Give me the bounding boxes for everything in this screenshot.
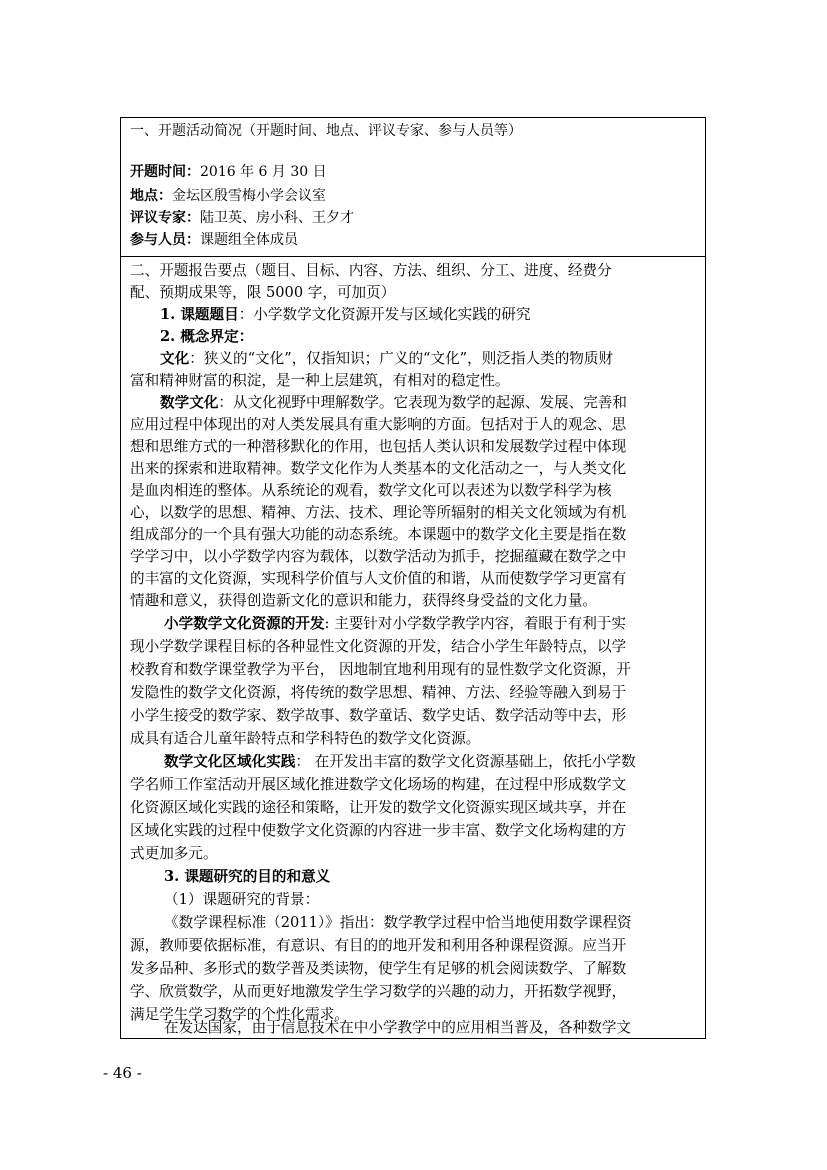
math-culture-line-3: 想和思维方式的一种潜移默化的作用，也包括人类认识和发展数学过程中体现 xyxy=(130,439,627,455)
experts-label: 评议专家： xyxy=(130,210,200,226)
dev-label: 小学数学文化资源的开发 xyxy=(164,616,325,632)
opening-time-row xyxy=(130,164,700,180)
report-table xyxy=(120,117,706,1039)
topic-row xyxy=(160,307,730,323)
section2-heading-line xyxy=(130,263,700,279)
math-culture-line-8: 学学习中，以小学数学内容为载体，以数学活动为抓手，挖掘蕴藏在数学之中 xyxy=(130,549,627,565)
culture-line-1 xyxy=(160,351,700,367)
section1-heading-line xyxy=(130,123,700,139)
section2-heading: 二、开题报告要点 xyxy=(130,263,247,279)
row-divider xyxy=(121,256,705,257)
experts-row xyxy=(130,210,700,226)
opening-time-label: 开题时间： xyxy=(130,164,200,180)
purpose-label: 3. 课题研究的目的和意义 xyxy=(164,869,331,885)
culture-label: 文化 xyxy=(160,351,190,367)
region-line-1 xyxy=(164,754,700,770)
background-label: （1）课题研究的背景： xyxy=(164,892,320,908)
topic-label: 1. 课题题目 xyxy=(160,307,239,323)
region-label: 数学文化区域化实践 xyxy=(164,754,296,770)
math-culture-line-7: 组成部分的一个具有强大功能的动态系统。本课题中的数学文化主要是指在数 xyxy=(130,527,627,543)
dev-line-5: 小学生接受的数学家、数学故事、数学童话、数学史话、数学活动等中去，形 xyxy=(130,708,627,724)
region-line-4: 区域化实践的过程中使数学文化资源的内容进一步丰富、数学文化场构建的方 xyxy=(130,823,627,839)
math-culture-line-9: 的丰富的文化资源，实现科学价值与人文价值的和谐，从而使数学学习更富有 xyxy=(130,571,627,587)
background-line-4: 学、欣赏数学，从而更好地激发学生学习数学的兴趣的动力，开拓数学视野， xyxy=(130,984,627,1000)
background-line-5: 满足学生学习数学的个性化需求。 xyxy=(130,1007,349,1023)
dev-line-4: 发隐性的数学文化资源，将传统的数学思想、精神、方法、经验等融入到易于 xyxy=(130,685,627,701)
culture-line-2: 富和精神财富的积淀，是一种上层建筑，有相对的稳定性。 xyxy=(130,373,510,389)
participants-label: 参与人员： xyxy=(130,232,200,248)
experts-value: 陆卫英、房小科、王夕才 xyxy=(200,210,354,226)
background-line-1: 《数学课程标准（2011）》指出：数学教学过程中恰当地使用数学课程资 xyxy=(164,915,632,931)
section1-heading-note: （开题时间、地点、评议专家、参与人员等） xyxy=(242,123,522,139)
math-culture-text-1: ：从文化视野中理解数学。它表现为数学的起源、发展、完善和 xyxy=(218,395,628,411)
dev-text-1: : 主要针对小学数学教学内容，着眼于有利于实 xyxy=(324,616,626,632)
opening-time-value: 2016 年 6 月 30 日 xyxy=(200,164,327,180)
math-culture-line-6: 心，以数学的思想、精神、方法、技术、理论等所辐射的相关文化领域为有机 xyxy=(130,505,627,521)
region-text-1: ： 在开发出丰富的数学文化资源基础上，依托小学数 xyxy=(295,754,636,770)
math-culture-line-4: 出来的探索和进取精神。数学文化作为人类基本的文化活动之一，与人类文化 xyxy=(130,461,627,477)
math-culture-line-1 xyxy=(160,395,700,411)
background-line-3: 发多品种、多形式的数学普及类读物，使学生有足够的机会阅读数学、了解数 xyxy=(130,961,627,977)
concept-label: 2. 概念界定： xyxy=(160,329,254,345)
location-row xyxy=(130,188,700,204)
section2-heading-note-1: （题目、目标、内容、方法、组织、分工、进度、经费分 xyxy=(246,263,612,279)
page-number: - 46 - xyxy=(103,1064,142,1082)
math-culture-line-2: 应用过程中体现出的对人类发展具有重大影响的方面。包括对于人的观念、思 xyxy=(130,417,627,433)
section2-heading-note-2: 配、预期成果等，限 5000 字，可加页） xyxy=(130,285,396,301)
math-culture-line-5: 是血肉相连的整体。从系统论的观看，数学文化可以表述为以数学科学为核 xyxy=(130,483,612,499)
region-line-5: 式更加多元。 xyxy=(130,846,218,862)
culture-text-1: ：狭义的“文化”，仅指知识；广义的“文化”，则泛指人类的物质财 xyxy=(189,351,614,367)
location-label: 地点： xyxy=(130,188,172,204)
dev-line-1 xyxy=(164,616,700,632)
background-line-6: 在发达国家，由于信息技术在中小学教学中的应用相当普及，各种数学文 xyxy=(164,1020,632,1036)
location-value: 金坛区殷雪梅小学会议室 xyxy=(172,188,326,204)
participants-row xyxy=(130,232,700,248)
region-line-2: 学名师工作室活动开展区域化推进数学文化场场的构建，在过程中形成数学文 xyxy=(130,777,627,793)
section1-heading: 一、开题活动简况 xyxy=(130,123,242,139)
participants-value: 课题组全体成员 xyxy=(200,232,298,248)
dev-line-6: 成具有适合儿童年龄特点和学科特色的数学文化资源。 xyxy=(130,731,481,747)
math-culture-label: 数学文化 xyxy=(160,395,219,411)
topic-value: ：小学数学文化资源开发与区域化实践的研究 xyxy=(238,307,531,323)
dev-line-3: 校教育和数学课堂教学为平台， 因地制宜地利用现有的显性数学文化资源，开 xyxy=(130,662,631,678)
region-line-3: 化资源区域化实践的途径和策略，让开发的数学文化资源实现区域共享，并在 xyxy=(130,800,627,816)
dev-line-2: 现小学数学课程目标的各种显性文化资源的开发，结合小学生年龄特点，以学 xyxy=(130,639,627,655)
background-line-2: 源，教师要依据标准，有意识、有目的的地开发和利用各种课程资源。应当开 xyxy=(130,938,627,954)
math-culture-line-10: 情趣和意义，获得创造新文化的意识和能力，获得终身受益的文化力量。 xyxy=(130,593,598,609)
